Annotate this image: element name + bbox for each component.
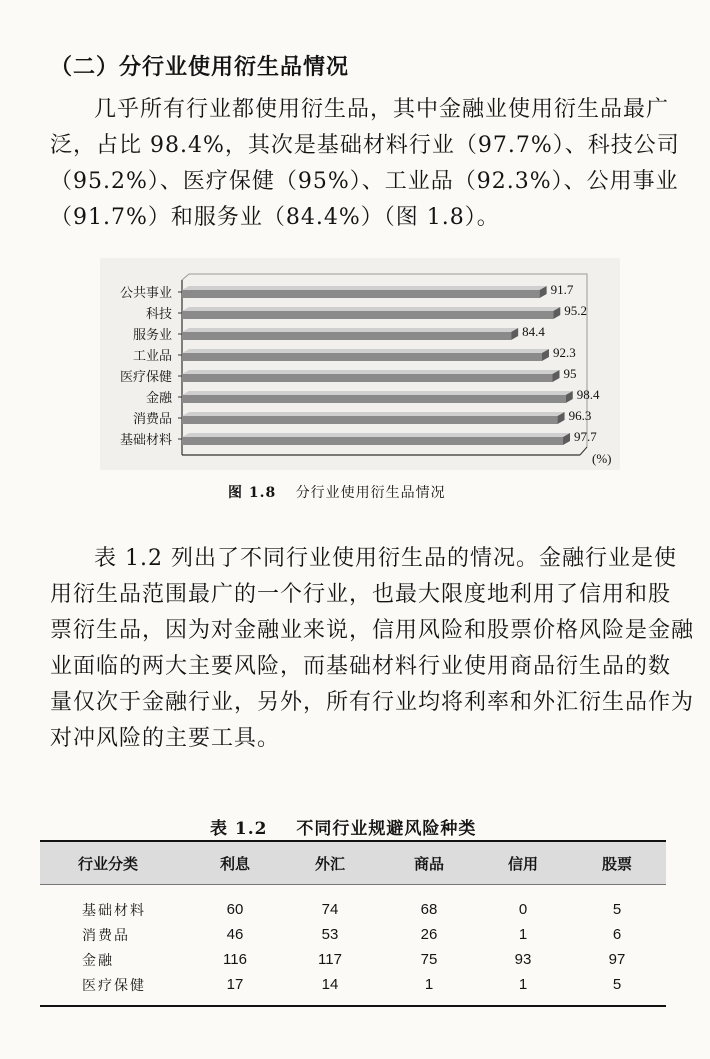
bar-top-face: [182, 307, 560, 311]
bar: [182, 332, 511, 340]
unit-label: (%): [592, 451, 612, 466]
bar: [182, 290, 540, 298]
table-cell: 基础材料: [82, 902, 146, 919]
table-cell: 68: [420, 901, 438, 918]
paragraph-2-line: 票衍生品，因为对金融业来说，信用风险和股票价格风险是金融: [50, 618, 695, 643]
bar: [182, 374, 553, 382]
table-cell: 金融: [82, 952, 114, 969]
paragraph-2-line: 业面临的两大主要风险，而基础材料行业使用商品衍生品的数: [50, 654, 672, 679]
table-cell: 1: [424, 976, 434, 993]
bar-top-face: [182, 328, 518, 332]
table-cell: 97: [608, 951, 626, 968]
paragraph-2-line: 用衍生品范围最广的一个行业，也最大限度地利用了信用和股: [50, 582, 672, 607]
header-cell: 股票: [601, 854, 632, 873]
category-label: 公共事业: [119, 286, 172, 301]
table-cell: 117: [318, 951, 342, 968]
figure-title: 分行业使用衍生品情况: [295, 485, 446, 501]
figure-number: 图 1.8: [228, 485, 277, 501]
bar: [182, 416, 558, 424]
table-cell: 116: [223, 951, 247, 968]
header-cell: 信用: [507, 854, 538, 873]
table-row: [40, 897, 666, 922]
category-label: 基础材料: [119, 433, 172, 448]
table-cell: 1: [518, 926, 528, 943]
data-label: 97.7: [574, 429, 597, 444]
table-title-text: 不同行业规避风险种类: [296, 819, 477, 839]
figure-caption: [228, 482, 446, 502]
paragraph-2-line: 对冲风险的主要工具。: [50, 726, 281, 751]
table-cell: 75: [420, 951, 438, 968]
table-cell: 6: [612, 926, 622, 943]
risk-table: [40, 840, 666, 1007]
bar-top-face: [182, 391, 573, 395]
paragraph-2: [50, 541, 695, 757]
data-label: 91.7: [550, 282, 574, 297]
category-label: 医疗保健: [119, 370, 172, 385]
bar: [182, 311, 553, 319]
table-header-row: [40, 842, 666, 885]
bar-top-face: [182, 286, 547, 290]
table-row: [40, 947, 666, 972]
table-cell: 14: [321, 976, 339, 993]
table-row: [40, 922, 666, 947]
category-label: 服务业: [132, 328, 172, 343]
paragraph-1-line: （95.2%）、医疗保健（95%）、工业品（92.3%）、公用事业: [50, 169, 679, 194]
table-cell: 26: [420, 926, 438, 943]
category-label: 消费品: [132, 412, 172, 427]
paragraph-1: [50, 92, 680, 236]
table-body: [40, 885, 666, 997]
paragraph-1-line: 泛，占比 98.4%，其次是基础材料行业（97.7%）、科技公司: [50, 133, 680, 158]
data-label: 95: [563, 366, 577, 381]
data-label: 98.4: [576, 387, 600, 402]
table-cell: 17: [226, 976, 244, 993]
header-cell: 行业分类: [78, 854, 139, 873]
data-label: 84.4: [522, 324, 545, 339]
table-number: 表 1.2: [210, 819, 268, 839]
header-cell: 利息: [219, 854, 250, 873]
table-bottom-rule: [40, 1005, 666, 1007]
paragraph-1-line: （91.7%）和服务业（84.4%）（图 1.8）。: [50, 205, 500, 230]
table-cell: 医疗保健: [82, 977, 146, 994]
bar-top-face: [182, 412, 565, 416]
bar-chart-svg: [100, 258, 620, 470]
table-cell: 74: [321, 901, 339, 918]
table-cell: 46: [226, 926, 244, 943]
section-heading: （二）分行业使用衍生品情况: [50, 54, 350, 80]
table-row: [40, 972, 666, 997]
category-label: 金融: [145, 391, 172, 406]
table-title: [210, 814, 476, 839]
bar-top-face: [182, 370, 560, 374]
table-cell: 5: [612, 901, 622, 918]
paragraph-2-line: 表 1.2 列出了不同行业使用衍生品的情况。金融行业是使: [94, 546, 677, 571]
table-cell: 53: [321, 926, 339, 943]
paragraph-1-line: 几乎所有行业都使用衍生品，其中金融业使用衍生品最广: [94, 97, 670, 122]
header-cell: 外汇: [314, 854, 345, 873]
category-label: 科技: [145, 307, 172, 322]
bar: [182, 395, 566, 403]
bar-top-face: [182, 349, 549, 353]
bar: [182, 353, 542, 361]
table-cell: 消费品: [82, 927, 130, 944]
data-label: 92.3: [552, 345, 576, 360]
data-label: 95.2: [564, 303, 588, 318]
table-cell: 5: [612, 976, 622, 993]
table-cell: 93: [514, 951, 532, 968]
table-cell: 0: [518, 901, 528, 918]
table-cell: 60: [226, 901, 244, 918]
header-cell: 商品: [413, 854, 444, 873]
paragraph-2-line: 量仅次于金融行业，另外，所有行业均将利率和外汇衍生品作为: [50, 690, 695, 715]
table-cell: 1: [518, 976, 528, 993]
category-label: 工业品: [132, 349, 172, 364]
bar-chart: [100, 258, 620, 470]
data-label: 96.3: [568, 408, 592, 423]
bar-top-face: [182, 433, 570, 437]
bar: [182, 437, 563, 445]
